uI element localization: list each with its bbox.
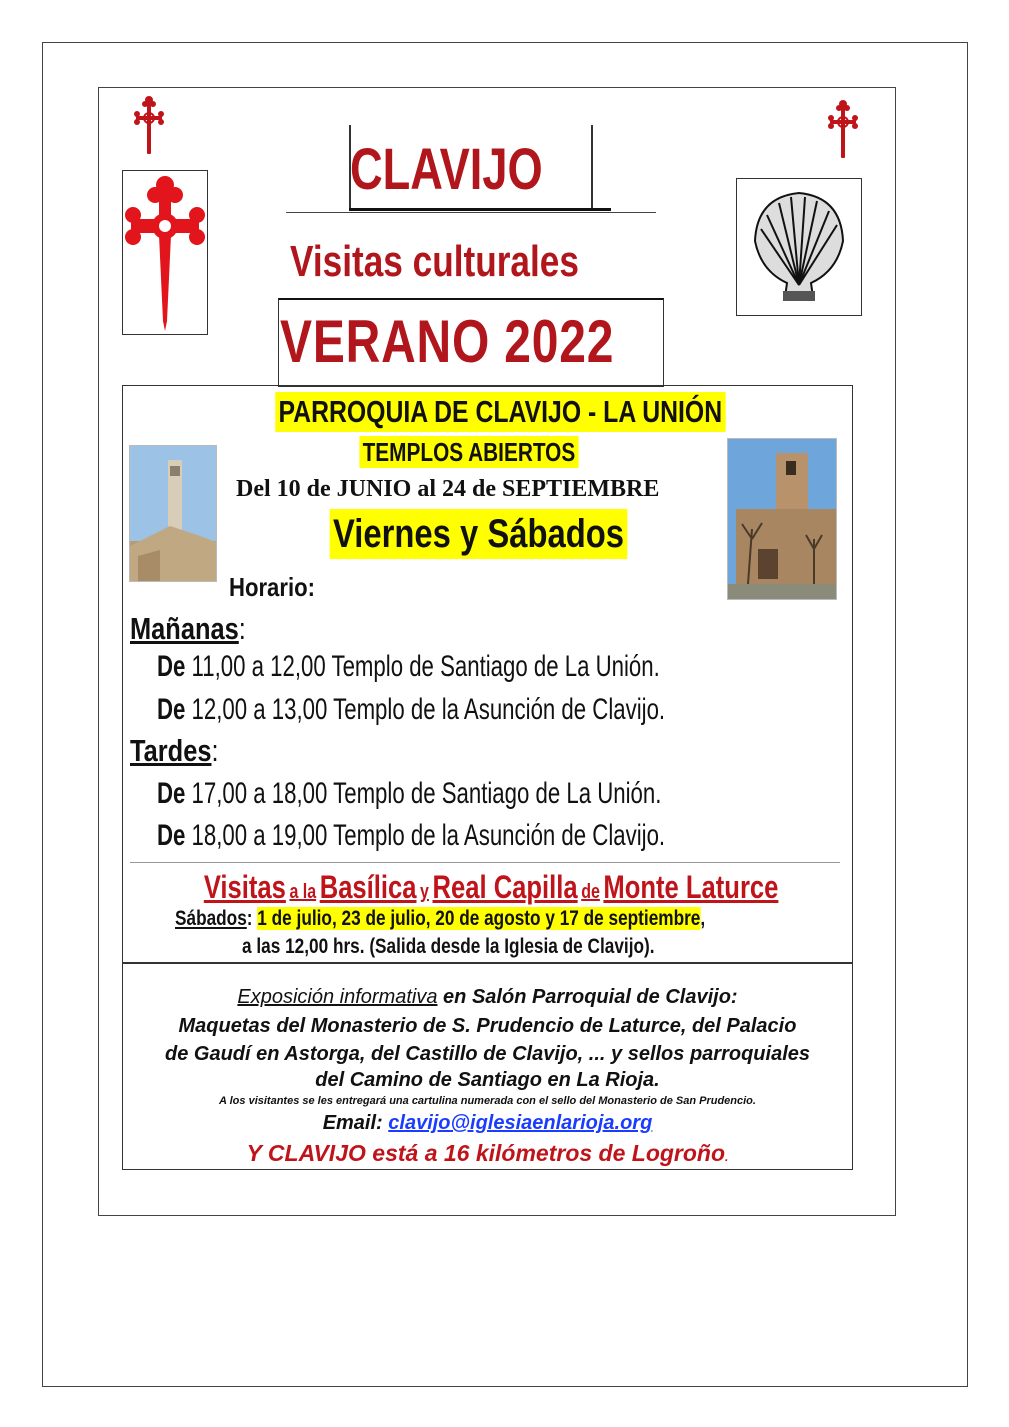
exhibition-label: Exposición informativa: [237, 986, 438, 1008]
basilica-word: Visitas: [203, 869, 286, 905]
afternoon-label: Tardes: [130, 733, 212, 768]
row-prefix: De: [157, 777, 186, 810]
saturdays-dates: 1 de julio, 23 de julio, 20 de agosto y 17 de septiembre: [257, 907, 701, 930]
page-title: CLAVIJO: [350, 137, 543, 202]
subtitle: [280, 232, 662, 292]
schedule-row: [157, 775, 661, 813]
open-temples-text: TEMPLOS ABIERTOS: [359, 436, 578, 468]
visitor-note: A los visitantes se les entregará una cartulina numerada con el sello del Monasterio de San Prudencio.: [219, 1095, 756, 1107]
schedule-label: Horario:: [229, 572, 315, 602]
schedule-row: [157, 817, 665, 855]
saturday-dates: [175, 905, 705, 933]
scallop-shell-frame: [736, 178, 862, 316]
afternoon-heading: [130, 732, 219, 770]
days-text: Viernes y Sábados: [330, 509, 628, 559]
church-photo-clavijo: [727, 438, 837, 600]
row-text: 12,00 a 13,00 Templo de la Asunción de Clavijo.: [191, 693, 666, 726]
date-range: Del 10 de JUNIO al 24 de SEPTIEMBRE: [236, 476, 660, 502]
santiago-cross-icon: [123, 171, 207, 334]
exhibition-line: Maquetas del Monasterio de S. Prudencio de Laturce, del Palacio: [178, 1015, 797, 1037]
church-photo-la-union: [129, 445, 217, 582]
open-temples-heading: [356, 436, 581, 469]
morning-label: Mañanas: [130, 611, 239, 646]
email-label: Email:: [322, 1112, 389, 1134]
email-line: [124, 1109, 851, 1137]
large-cross-frame: [122, 170, 208, 335]
parish-text: PARROQUIA DE CLAVIJO - LA UNIÓN: [275, 392, 725, 432]
row-prefix: De: [157, 693, 186, 726]
departure-info: a las 12,00 hrs. (Salida desde la Iglesia de Clavijo).: [242, 935, 655, 958]
basilica-word: de: [581, 881, 600, 903]
santiago-cross-icon: [828, 98, 858, 160]
schedule-row: [157, 648, 660, 686]
season-title: [280, 304, 662, 380]
exhibition-line: de Gaudí en Astorga, del Castillo de Clavijo, ... y sellos parroquiales: [165, 1043, 810, 1065]
santiago-cross-icon: [134, 94, 164, 156]
basilica-word: Real Capilla: [432, 869, 578, 905]
afternoon-colon: :: [211, 733, 219, 768]
distance-line: [124, 1137, 851, 1173]
subtitle-text: Visitas culturales: [290, 237, 580, 286]
row-text: 17,00 a 18,00 Templo de Santiago de La Unión.: [191, 777, 662, 810]
basilica-word: a la: [289, 881, 317, 903]
saturdays-end: ,: [700, 907, 706, 930]
morning-heading: [130, 610, 246, 648]
basilica-word: y: [420, 881, 429, 903]
basilica-word: Monte Laturce: [603, 869, 779, 905]
exhibition-location: en Salón Parroquial de Clavijo:: [437, 986, 738, 1008]
email-link[interactable]: clavijo@iglesiaenlarioja.org: [388, 1112, 653, 1134]
row-prefix: De: [157, 819, 186, 852]
distance-text: Y CLAVIJO está a 16 kilómetros de Logroño: [246, 1140, 726, 1166]
divider: [286, 212, 656, 213]
distance-end: .: [725, 1150, 729, 1164]
saturdays-colon: :: [246, 907, 253, 930]
basilica-word: Basílica: [319, 869, 417, 905]
divider: [130, 862, 840, 863]
row-text: 11,00 a 12,00 Templo de Santiago de La Unión.: [191, 650, 660, 683]
row-text: 18,00 a 19,00 Templo de la Asunción de Clavijo.: [191, 819, 666, 852]
season-text: VERANO 2022: [280, 308, 615, 375]
schedule-row: [157, 691, 665, 729]
scallop-shell-icon: [737, 179, 861, 315]
days-heading: [326, 509, 630, 559]
parish-heading: [272, 392, 728, 432]
divider: [349, 208, 611, 211]
morning-colon: :: [238, 611, 246, 646]
exhibition-heading: [124, 983, 851, 1011]
exhibition-line: del Camino de Santiago en La Rioja.: [315, 1069, 660, 1091]
row-prefix: De: [157, 650, 186, 683]
saturdays-label: Sábados: [175, 907, 247, 930]
